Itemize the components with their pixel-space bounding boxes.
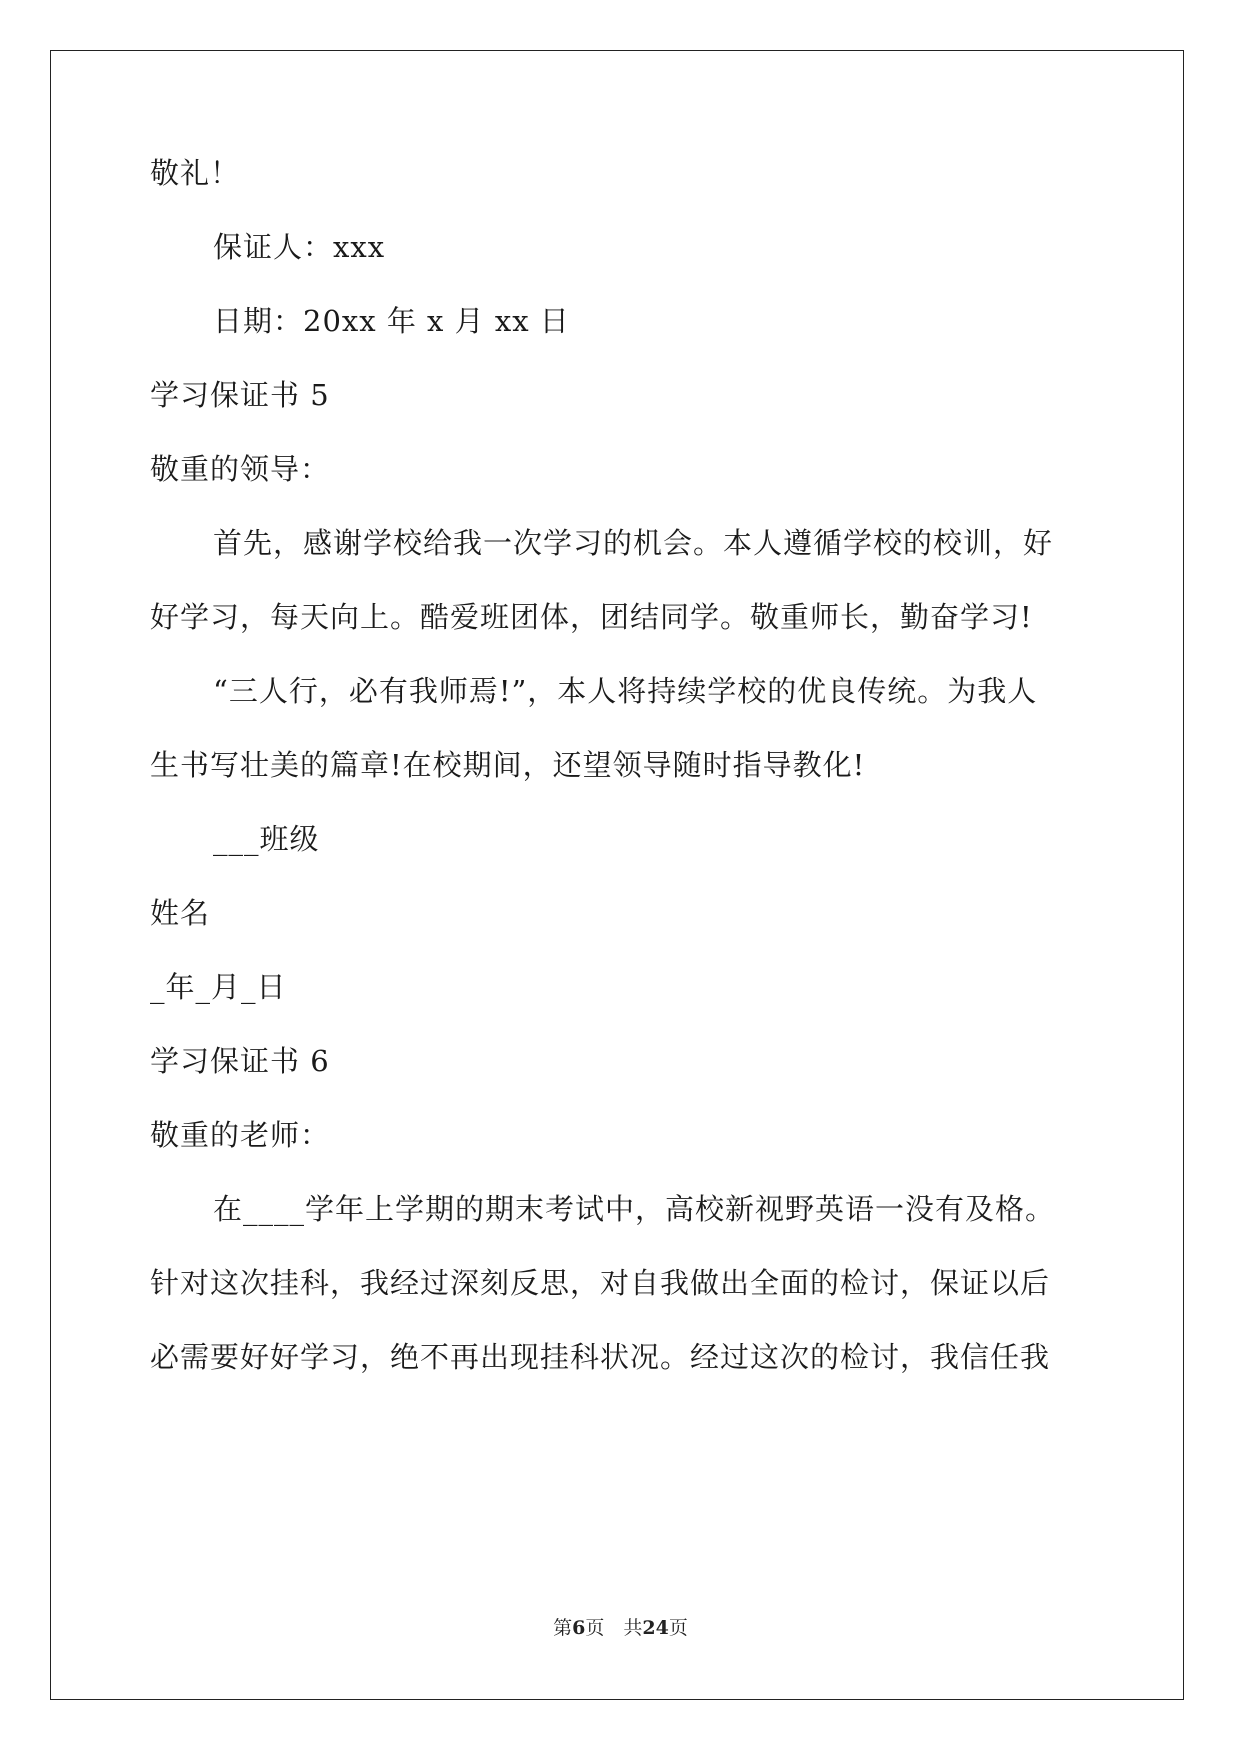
footer-total-pages: 24 xyxy=(642,1617,669,1639)
date-line: 日期：20xx 年 x 月 xx 日 xyxy=(213,304,570,338)
closing-salutation: 敬礼！ xyxy=(150,156,241,190)
page-border xyxy=(50,50,1184,1700)
greeting-teacher: 敬重的老师： xyxy=(150,1118,331,1152)
guarantor-line: 保证人：xxx xyxy=(213,230,386,264)
paragraph-line: 生书写壮美的篇章!在校期间，还望领导随时指导教化! xyxy=(150,748,866,782)
footer-suffix: 页 xyxy=(668,1617,688,1639)
name-line: 姓名 xyxy=(150,896,211,930)
greeting-leader: 敬重的领导： xyxy=(150,452,331,486)
section-title-5: 学习保证书 5 xyxy=(150,378,330,412)
paragraph-line: “三人行，必有我师焉!”，本人将持续学校的优良传统。为我人 xyxy=(213,674,1038,708)
paragraph-line: 在____学年上学期的期末考试中，高校新视野英语一没有及格。 xyxy=(213,1192,1056,1226)
section-title-6: 学习保证书 6 xyxy=(150,1044,330,1078)
footer-mid: 页 共 xyxy=(585,1617,643,1639)
class-line: ___班级 xyxy=(213,822,320,856)
page-footer xyxy=(0,1613,1241,1640)
paragraph-line: 好学习，每天向上。酷爱班团体，团结同学。敬重师长，勤奋学习! xyxy=(150,600,1033,634)
date-blank-line: _年_月_日 xyxy=(150,970,287,1004)
paragraph-line: 首先，感谢学校给我一次学习的机会。本人遵循学校的校训，好 xyxy=(213,526,1054,560)
footer-prefix: 第 xyxy=(553,1617,573,1639)
footer-page-number: 6 xyxy=(572,1617,586,1639)
paragraph-line: 必需要好好学习，绝不再出现挂科状况。经过这次的检讨，我信任我 xyxy=(150,1340,1051,1374)
paragraph-line: 针对这次挂科，我经过深刻反思，对自我做出全面的检讨，保证以后 xyxy=(150,1266,1051,1300)
